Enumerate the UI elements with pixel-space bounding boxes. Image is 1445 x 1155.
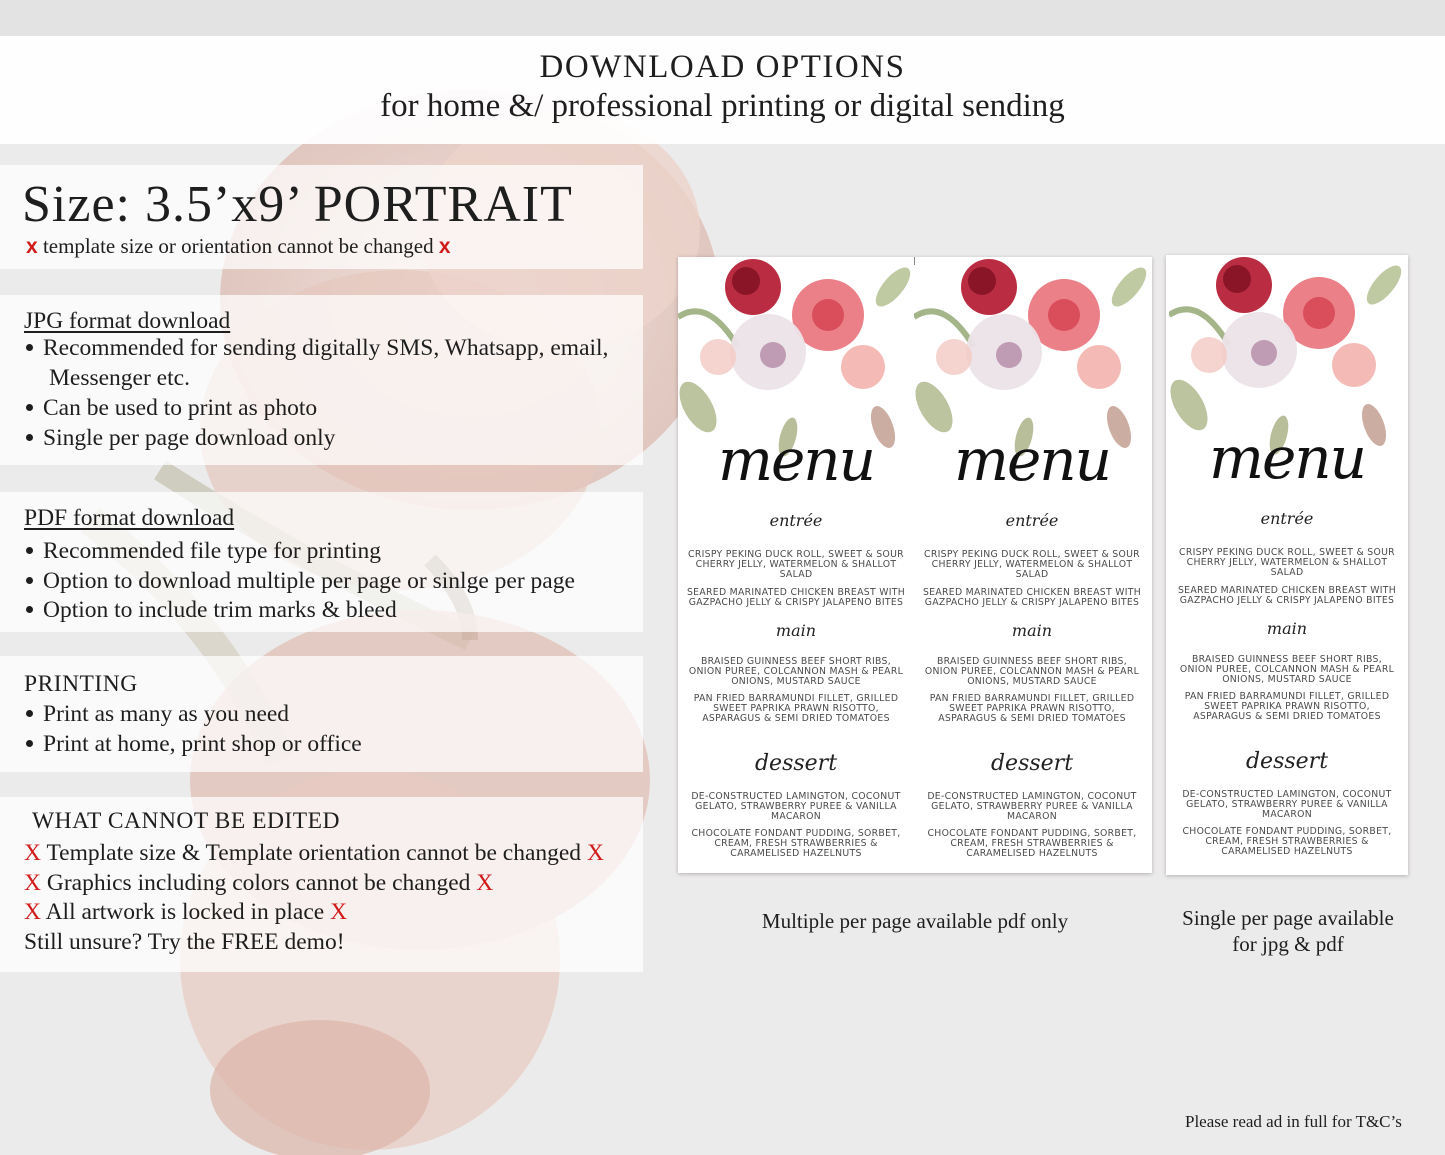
list-item: Print as many as you need [26, 699, 289, 729]
menu-title: menu [1208, 424, 1366, 492]
header-title: DOWNLOAD OPTIONS [539, 49, 906, 85]
x-mark-icon: X [586, 840, 604, 866]
list-item: Recommended file type for printing [26, 536, 381, 566]
menu-dish: CRISPY PEKING DUCK ROLL, SWEET & SOUR CHERRY JELLY, WATERMELON & SHALLOT SALAD [688, 549, 904, 580]
size-panel [0, 165, 643, 269]
list-item: Option to download multiple per page or sinlge per page [26, 566, 575, 596]
printing-panel [0, 656, 643, 772]
pdf-panel [0, 492, 643, 632]
menu-section-title: main [775, 621, 817, 640]
menu-dish: DE-CONSTRUCTED LAMINGTON, COCONUT GELATO, STRAWBERRY PUREE & VANILLA MACARON [1182, 789, 1392, 820]
menu-section-title: dessert [990, 751, 1074, 776]
multi-per-page-preview [678, 257, 1152, 873]
list-item: X All artwork is locked in place X [24, 899, 348, 925]
caption-single-line1: Single per page available [1182, 906, 1394, 930]
menu-section-title: entrée [1260, 509, 1314, 528]
menu-dish: CHOCOLATE FONDANT PUDDING, SORBET, CREAM, FRESH STRAWBERRIES & CARAMELISED HAZELNUTS [691, 828, 901, 859]
menu-dish: CHOCOLATE FONDANT PUDDING, SORBET, CREAM, FRESH STRAWBERRIES & CARAMELISED HAZELNUTS [927, 828, 1137, 859]
x-mark-icon: X [476, 870, 494, 896]
header-banner [0, 36, 1445, 144]
menu-section-title: dessert [754, 751, 838, 776]
x-mark-icon: x [438, 235, 451, 258]
menu-dish: BRAISED GUINNESS BEEF SHORT RIBS, ONION PUREE, COLCANNON MASH & PEARL ONIONS, MUSTARD SAUCE [924, 656, 1140, 687]
menu-section-title: main [1011, 621, 1053, 640]
menu-section-title: entrée [769, 511, 823, 530]
list-item: Can be used to print as photo [26, 393, 317, 423]
printing-heading: PRINTING [24, 671, 138, 697]
list-item: Print at home, print shop or office [26, 729, 362, 759]
size-note-text: template size or orientation cannot be changed [42, 234, 434, 258]
menu-section-title: entrée [1005, 511, 1059, 530]
bullet-icon [26, 404, 33, 411]
single-per-page-preview [1166, 255, 1408, 875]
list-item: Option to include trim marks & bleed [26, 595, 397, 625]
menu-card [914, 257, 1150, 873]
menu-dish: DE-CONSTRUCTED LAMINGTON, COCONUT GELATO, STRAWBERRY PUREE & VANILLA MACARON [691, 791, 901, 822]
edit-closing-text: Still unsure? Try the FREE demo! [24, 929, 345, 955]
trim-mark [914, 257, 915, 265]
menu-dish: PAN FRIED BARRAMUNDI FILLET, GRILLED SWEET PAPRIKA PRAWN RISOTTO, ASPARAGUS & SEMI DRIED TOMATOES [1184, 691, 1390, 722]
bullet-icon [26, 434, 33, 441]
menu-dish: SEARED MARINATED CHICKEN BREAST WITH GAZPACHO JELLY & CRISPY JALAPENO BITES [922, 587, 1142, 608]
x-mark-icon: X [24, 899, 41, 925]
edit-restrictions-panel [0, 797, 643, 972]
caption-multiple: Multiple per page available pdf only [761, 909, 1069, 933]
menu-card [678, 257, 914, 873]
x-mark-icon: X [24, 870, 41, 896]
header-subtitle: for home &/ professional printing or digital sending [380, 88, 1065, 124]
menu-card [1169, 255, 1405, 875]
size-note [26, 233, 451, 260]
menu-dish: PAN FRIED BARRAMUNDI FILLET, GRILLED SWEET PAPRIKA PRAWN RISOTTO, ASPARAGUS & SEMI DRIED TOMATOES [693, 693, 899, 724]
edit-heading: WHAT CANNOT BE EDITED [32, 808, 340, 834]
footnote: Please read ad in full for T&C’s [1185, 1112, 1402, 1131]
menu-dish: DE-CONSTRUCTED LAMINGTON, COCONUT GELATO, STRAWBERRY PUREE & VANILLA MACARON [927, 791, 1137, 822]
bullet-icon [26, 606, 33, 613]
top-strip [0, 0, 1445, 36]
list-item: Recommended for sending digitally SMS, Whatsapp, email, [26, 333, 608, 363]
caption-single-line2: for jpg & pdf [1232, 932, 1344, 956]
bullet-icon [26, 710, 33, 717]
list-item: Single per page download only [26, 423, 335, 453]
x-mark-icon: x [26, 235, 38, 258]
list-item-continuation: Messenger etc. [49, 365, 190, 391]
pdf-heading: PDF format download [24, 505, 235, 531]
bullet-icon [26, 577, 33, 584]
bullet-icon [26, 740, 33, 747]
menu-section-title: dessert [1245, 749, 1329, 774]
x-mark-icon: X [24, 840, 41, 866]
jpg-heading: JPG format download [24, 308, 231, 334]
bullet-icon [26, 344, 33, 351]
menu-dish: BRAISED GUINNESS BEEF SHORT RIBS, ONION PUREE, COLCANNON MASH & PEARL ONIONS, MUSTARD SAUCE [688, 656, 904, 687]
menu-dish: CRISPY PEKING DUCK ROLL, SWEET & SOUR CHERRY JELLY, WATERMELON & SHALLOT SALAD [1179, 547, 1395, 578]
menu-dish: BRAISED GUINNESS BEEF SHORT RIBS, ONION PUREE, COLCANNON MASH & PEARL ONIONS, MUSTARD SAUCE [1179, 654, 1395, 685]
jpg-panel [0, 295, 643, 465]
menu-title: menu [717, 426, 875, 494]
menu-dish: SEARED MARINATED CHICKEN BREAST WITH GAZPACHO JELLY & CRISPY JALAPENO BITES [1177, 585, 1397, 606]
menu-title: menu [953, 426, 1111, 494]
size-title: Size: 3.5’x9’ PORTRAIT [22, 176, 573, 233]
menu-dish: PAN FRIED BARRAMUNDI FILLET, GRILLED SWEET PAPRIKA PRAWN RISOTTO, ASPARAGUS & SEMI DRIED TOMATOES [929, 693, 1135, 724]
menu-section-title: main [1266, 619, 1308, 638]
list-item: X Graphics including colors cannot be changed X [24, 870, 494, 896]
menu-dish: SEARED MARINATED CHICKEN BREAST WITH GAZPACHO JELLY & CRISPY JALAPENO BITES [686, 587, 906, 608]
menu-dish: CRISPY PEKING DUCK ROLL, SWEET & SOUR CHERRY JELLY, WATERMELON & SHALLOT SALAD [924, 549, 1140, 580]
menu-dish: CHOCOLATE FONDANT PUDDING, SORBET, CREAM, FRESH STRAWBERRIES & CARAMELISED HAZELNUTS [1182, 826, 1392, 857]
list-item: X Template size & Template orientation cannot be changed X [24, 840, 604, 866]
x-mark-icon: X [330, 899, 348, 925]
bullet-icon [26, 547, 33, 554]
